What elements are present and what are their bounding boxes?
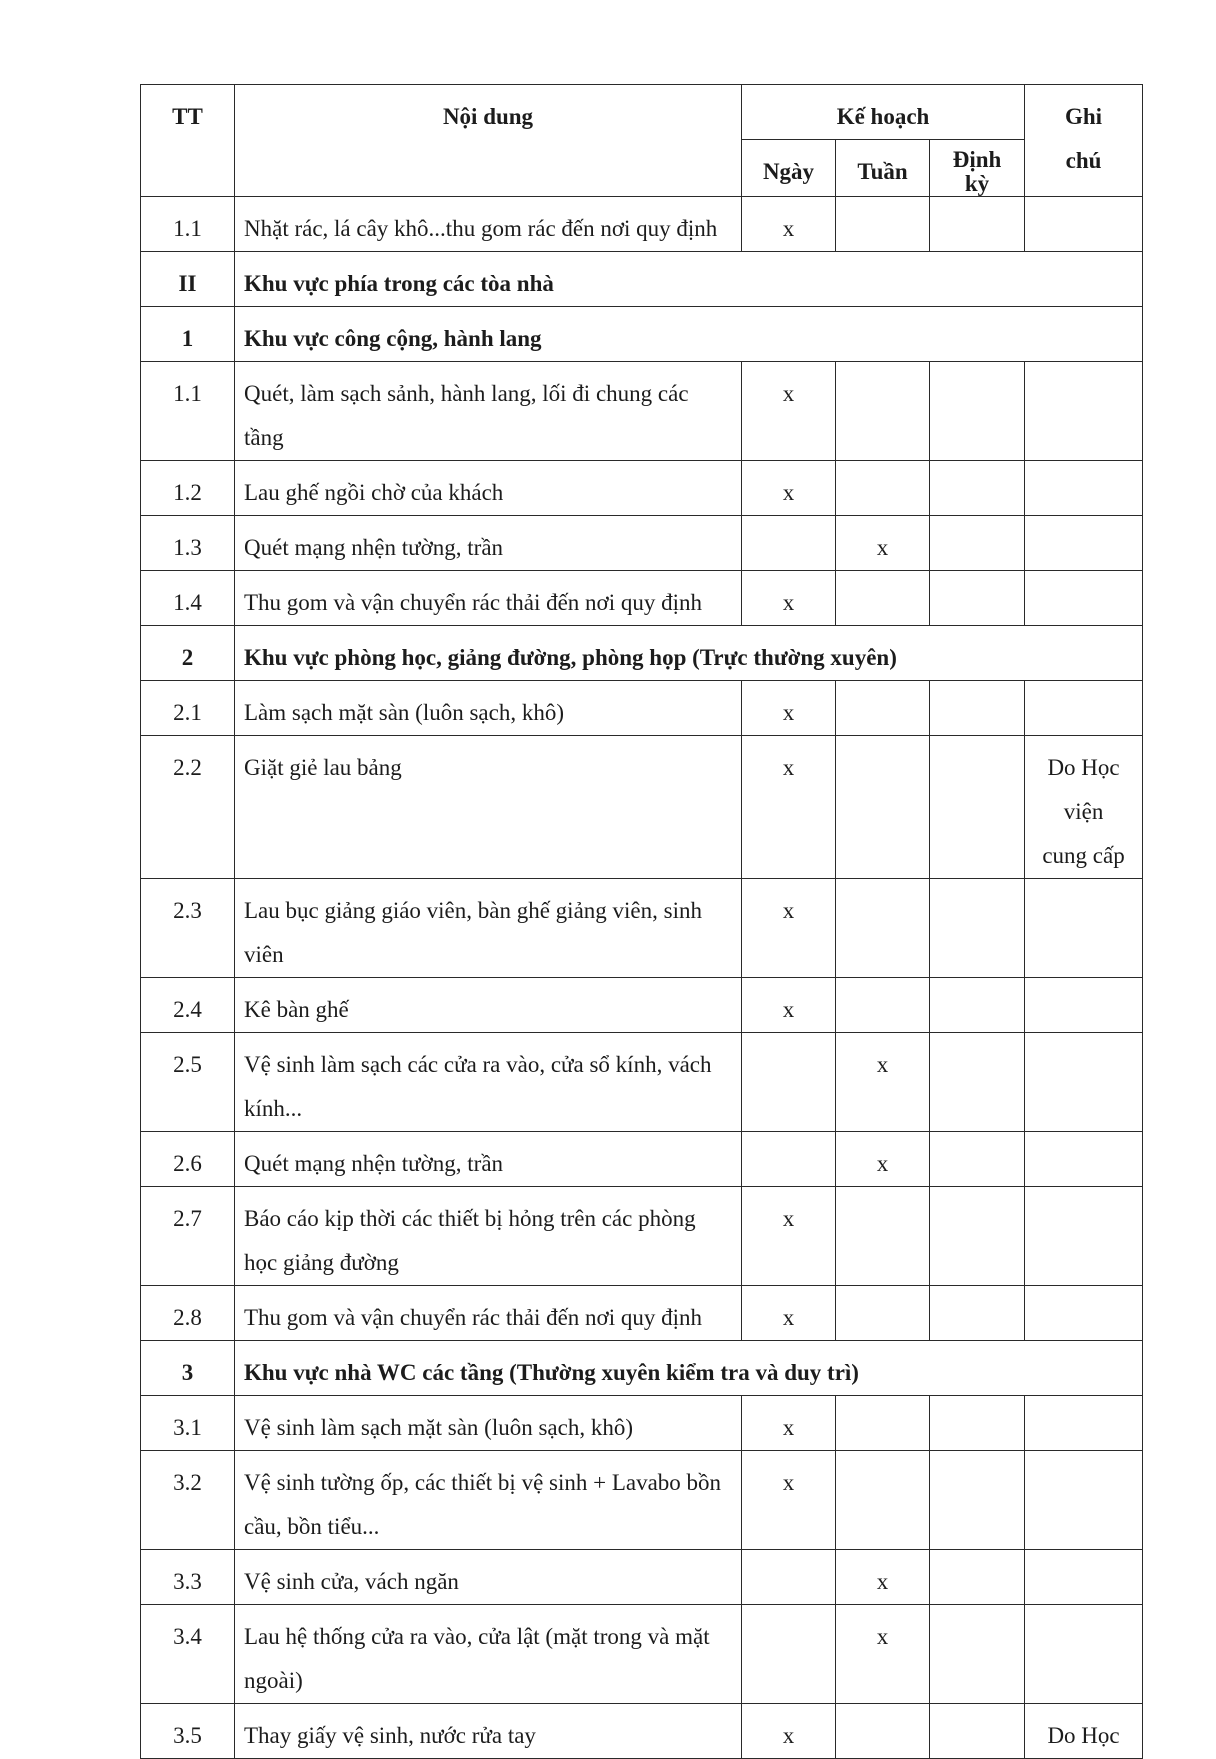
week-mark: [836, 978, 930, 1033]
header-week: Tuần: [836, 140, 930, 197]
table-row: [141, 1033, 1143, 1132]
section-row: [141, 626, 1143, 681]
section-title: Khu vực phòng học, giảng đường, phòng họp (Trực thường xuyên): [235, 626, 1143, 681]
table-row: [141, 516, 1143, 571]
row-note: [1025, 516, 1143, 571]
row-content: Vệ sinh tường ốp, các thiết bị vệ sinh + Lavabo bồn cầu, bồn tiểu...: [235, 1451, 742, 1550]
row-tt: 3.4: [141, 1605, 235, 1704]
row-tt: 3.5: [141, 1704, 235, 1759]
row-tt: 3.3: [141, 1550, 235, 1605]
header-note-line1: Ghi: [1064, 104, 1103, 129]
row-content: Vệ sinh làm sạch các cửa ra vào, cửa sổ kính, vách kính...: [235, 1033, 742, 1132]
table-row: [141, 571, 1143, 626]
row-note: [1025, 1605, 1143, 1704]
row-content: Thu gom và vận chuyển rác thải đến nơi quy định: [235, 571, 742, 626]
day-mark: [742, 1605, 836, 1704]
row-content: Kê bàn ghế: [235, 978, 742, 1033]
row-note: [1025, 1451, 1143, 1550]
header-content: Nội dung: [235, 85, 742, 197]
row-tt: 1.3: [141, 516, 235, 571]
row-tt: 2.6: [141, 1132, 235, 1187]
week-mark: [836, 461, 930, 516]
row-note: [1025, 978, 1143, 1033]
week-mark: [836, 1286, 930, 1341]
periodic-mark: [930, 461, 1025, 516]
day-mark: x: [742, 1704, 836, 1759]
week-mark: [836, 736, 930, 879]
day-mark: x: [742, 1451, 836, 1550]
day-mark: x: [742, 197, 836, 252]
periodic-mark: [930, 736, 1025, 879]
day-mark: [742, 1132, 836, 1187]
table-row: [141, 1605, 1143, 1704]
row-content: Quét, làm sạch sảnh, hành lang, lối đi chung các tầng: [235, 362, 742, 461]
week-mark: x: [836, 1550, 930, 1605]
row-tt: 1.2: [141, 461, 235, 516]
table-row: [141, 879, 1143, 978]
section-row: [141, 1341, 1143, 1396]
row-content: Vệ sinh cửa, vách ngăn: [235, 1550, 742, 1605]
row-note: [1025, 461, 1143, 516]
header-tt: TT: [141, 85, 235, 197]
periodic-mark: [930, 362, 1025, 461]
header-day: Ngày: [742, 140, 836, 197]
header-note-line2: chú: [1065, 148, 1102, 173]
periodic-mark: [930, 1396, 1025, 1451]
section-title: Khu vực công cộng, hành lang: [235, 307, 1143, 362]
day-mark: x: [742, 1286, 836, 1341]
periodic-mark: [930, 1286, 1025, 1341]
row-content: Thu gom và vận chuyển rác thải đến nơi quy định: [235, 1286, 742, 1341]
row-note: Do Học viện cung cấp: [1025, 736, 1143, 879]
row-tt: 1.1: [141, 362, 235, 461]
periodic-mark: [930, 1550, 1025, 1605]
periodic-mark: [930, 978, 1025, 1033]
periodic-mark: [930, 516, 1025, 571]
periodic-mark: [930, 197, 1025, 252]
row-content: Lau bục giảng giáo viên, bàn ghế giảng viên, sinh viên: [235, 879, 742, 978]
week-mark: [836, 1451, 930, 1550]
table-row: [141, 1396, 1143, 1451]
row-content: Lau ghế ngồi chờ của khách: [235, 461, 742, 516]
table-row: [141, 1550, 1143, 1605]
table-row: [141, 197, 1143, 252]
day-mark: x: [742, 736, 836, 879]
row-note: [1025, 1396, 1143, 1451]
row-content: Thay giấy vệ sinh, nước rửa tay: [235, 1704, 742, 1759]
row-tt: 1.1: [141, 197, 235, 252]
section-title: Khu vực nhà WC các tầng (Thường xuyên kiểm tra và duy trì): [235, 1341, 1143, 1396]
table-row: [141, 1704, 1143, 1759]
periodic-mark: [930, 571, 1025, 626]
week-mark: [836, 571, 930, 626]
periodic-mark: [930, 1187, 1025, 1286]
periodic-mark: [930, 1704, 1025, 1759]
section-row: [141, 307, 1143, 362]
row-tt: 2.8: [141, 1286, 235, 1341]
week-mark: [836, 1187, 930, 1286]
table-row: [141, 1286, 1143, 1341]
row-content: Giặt giẻ lau bảng: [235, 736, 742, 879]
week-mark: [836, 1396, 930, 1451]
day-mark: x: [742, 571, 836, 626]
day-mark: x: [742, 978, 836, 1033]
week-mark: [836, 879, 930, 978]
row-content: Nhặt rác, lá cây khô...thu gom rác đến nơi quy định: [235, 197, 742, 252]
table-row: [141, 1187, 1143, 1286]
row-tt: 2: [141, 626, 235, 681]
row-note: [1025, 362, 1143, 461]
row-tt: 2.3: [141, 879, 235, 978]
week-mark: [836, 197, 930, 252]
week-mark: [836, 1704, 930, 1759]
header-plan: Kế hoạch: [742, 85, 1025, 140]
row-tt: 3.2: [141, 1451, 235, 1550]
row-content: Quét mạng nhện tường, trần: [235, 516, 742, 571]
row-note: [1025, 1033, 1143, 1132]
row-tt: 1.4: [141, 571, 235, 626]
periodic-mark: [930, 879, 1025, 978]
day-mark: x: [742, 362, 836, 461]
week-mark: [836, 681, 930, 736]
section-title: Khu vực phía trong các tòa nhà: [235, 252, 1143, 307]
day-mark: x: [742, 1396, 836, 1451]
periodic-mark: [930, 1605, 1025, 1704]
periodic-mark: [930, 1132, 1025, 1187]
week-mark: x: [836, 1605, 930, 1704]
day-mark: x: [742, 879, 836, 978]
table-row: [141, 978, 1143, 1033]
row-tt: II: [141, 252, 235, 307]
row-content: Lau hệ thống cửa ra vào, cửa lật (mặt trong và mặt ngoài): [235, 1605, 742, 1704]
day-mark: [742, 1033, 836, 1132]
row-note: [1025, 1132, 1143, 1187]
week-mark: [836, 362, 930, 461]
row-note: [1025, 571, 1143, 626]
row-note: [1025, 1550, 1143, 1605]
cleaning-plan-table: [140, 84, 1143, 1759]
row-content: Vệ sinh làm sạch mặt sàn (luôn sạch, khô): [235, 1396, 742, 1451]
table-row: [141, 1132, 1143, 1187]
row-note: [1025, 879, 1143, 978]
row-content: Báo cáo kịp thời các thiết bị hỏng trên các phòng học giảng đường: [235, 1187, 742, 1286]
row-tt: 1: [141, 307, 235, 362]
day-mark: [742, 1550, 836, 1605]
row-tt: 3: [141, 1341, 235, 1396]
row-tt: 2.7: [141, 1187, 235, 1286]
table-row: [141, 362, 1143, 461]
day-mark: x: [742, 681, 836, 736]
week-mark: x: [836, 1033, 930, 1132]
row-note: [1025, 681, 1143, 736]
row-content: Làm sạch mặt sàn (luôn sạch, khô): [235, 681, 742, 736]
row-note: Do Học: [1025, 1704, 1143, 1759]
row-tt: 2.1: [141, 681, 235, 736]
week-mark: x: [836, 516, 930, 571]
periodic-mark: [930, 1033, 1025, 1132]
table-row: [141, 681, 1143, 736]
day-mark: [742, 516, 836, 571]
header-periodic: Định kỳ: [930, 140, 1025, 197]
row-tt: 3.1: [141, 1396, 235, 1451]
section-row: [141, 252, 1143, 307]
row-content: Quét mạng nhện tường, trần: [235, 1132, 742, 1187]
day-mark: x: [742, 1187, 836, 1286]
table-row: [141, 461, 1143, 516]
table-row: [141, 1451, 1143, 1550]
day-mark: x: [742, 461, 836, 516]
row-note: [1025, 1187, 1143, 1286]
row-note: [1025, 1286, 1143, 1341]
header-note: [1025, 85, 1143, 197]
week-mark: x: [836, 1132, 930, 1187]
table-row: [141, 736, 1143, 879]
row-note: [1025, 197, 1143, 252]
row-tt: 2.4: [141, 978, 235, 1033]
periodic-mark: [930, 1451, 1025, 1550]
row-tt: 2.2: [141, 736, 235, 879]
periodic-mark: [930, 681, 1025, 736]
row-tt: 2.5: [141, 1033, 235, 1132]
table-header-row-1: [141, 85, 1143, 140]
